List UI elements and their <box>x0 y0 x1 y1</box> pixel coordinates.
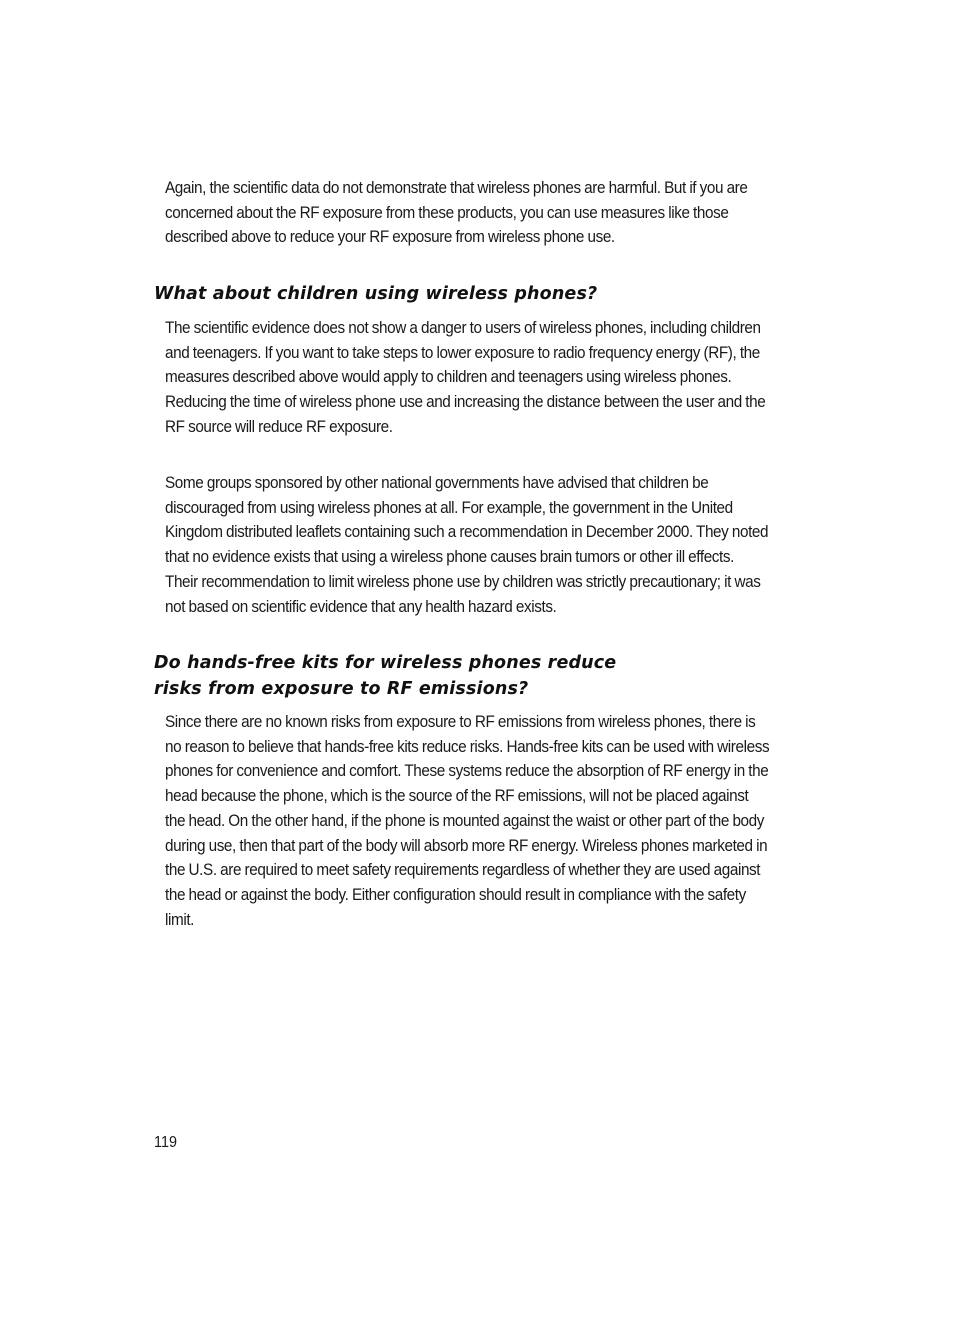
heading-hands-free-line-1: Do hands-free kits for wireless phones reduce <box>154 653 617 673</box>
page-number: 119 <box>154 1134 177 1151</box>
paragraph-scientific-evidence: The scientific evidence does not show a danger to users of wireless phones, including children and teenagers. If you want to take steps to lower exposure to radio frequency energy (RF), the measures described above would apply to children and teenagers using wireless phones. Reducing the time of wireless phone use and increasing the distance between the user and the RF source will reduce RF exposure. <box>165 318 766 436</box>
heading-children-wireless-phones: What about children using wireless phones? <box>154 284 598 304</box>
paragraph-other-governments: Some groups sponsored by other national governments have advised that children be discouraged from using wireless phones at all. For example, the government in the United Kingdom distributed leaflets containing such a recommendation in December 2000. They noted that no evidence exists that using a wireless phone causes brain tumors or other ill effects. Their recommendation to limit wireless phone use by children was strictly precautionary; it was not based on scientific evidence that any health hazard exists. <box>165 473 769 616</box>
heading-hands-free-line-2: risks from exposure to RF emissions? <box>154 679 529 699</box>
paragraph-hands-free-explanation: Since there are no known risks from exposure to RF emissions from wireless phones, there is no reason to believe that hands-free kits reduce risks. Hands-free kits can be used with wireless phones for convenience and comfort. These systems reduce the absorption of RF energy in the head because the phone, which is the source of the RF emissions, will not be placed against the head. On the other hand, if the phone is mounted against the waist or other part of the body during use, then that part of the body will absorb more RF energy. Wireless phones marketed in the U.S. are required to meet safety requirements regardless of whether they are used against the head or against the body. Either configuration should result in compliance with the safety limit. <box>165 712 770 929</box>
paragraph-scientific-data: Again, the scientific data do not demonstrate that wireless phones are harmful. But if you are concerned about the RF exposure from these products, you can use measures like those described above to reduce your RF exposure from wireless phone use. <box>165 178 748 247</box>
